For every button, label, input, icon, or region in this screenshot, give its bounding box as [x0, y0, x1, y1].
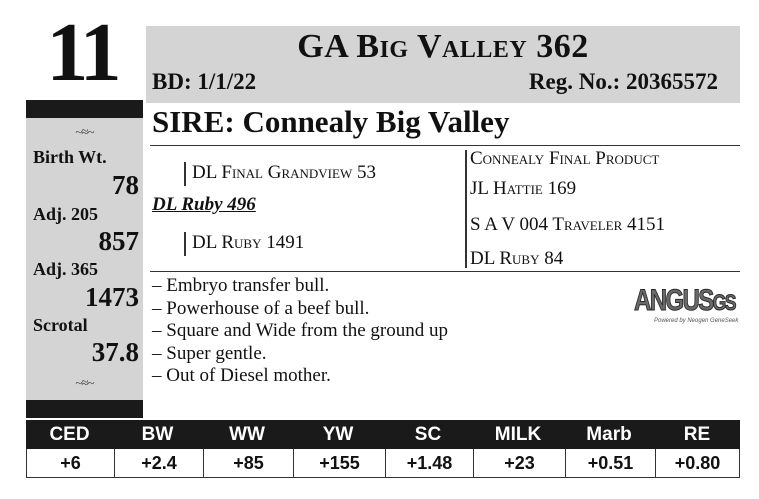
epd-value-re: +0.80 [655, 449, 739, 477]
epd-header-sc: SC [414, 424, 442, 445]
note-item: – Square and Wide from the ground up [152, 320, 448, 341]
stat-label-scrotal: Scrotal [33, 315, 88, 335]
epd-header-row [26, 420, 740, 449]
epd-value-sc: +1.48 [385, 449, 473, 477]
pedigree-divider [465, 150, 467, 268]
stat-label-adj-365: Adj. 365 [33, 259, 99, 279]
stat-value-birth-wt: 78 [112, 170, 139, 200]
stat-value-adj-205: 857 [98, 226, 139, 256]
pedigree-right-3: S A V 004 Traveler 4151 [470, 214, 666, 235]
birth-date: BD: 1/1/22 [152, 69, 257, 94]
epd-value-row [26, 449, 740, 478]
stat-label-adj-205: Adj. 205 [33, 204, 99, 224]
epd-value-marb: +0.51 [565, 449, 655, 477]
sire-line: SIRE: Connealy Big Valley [152, 104, 510, 139]
pedigree-bracket-top [184, 162, 186, 186]
epd-header-yw: YW [322, 424, 354, 445]
sire-divider [150, 145, 740, 146]
pedigree-right-1: Connealy Final Product [470, 148, 660, 169]
animal-name: GA Big Valley 362 [297, 28, 589, 65]
note-item: – Powerhouse of a beef bull. [152, 297, 370, 319]
ornament-top: ~≈~ [75, 124, 94, 139]
note-item: – Embryo transfer bull. [152, 275, 330, 296]
stat-label-birth-wt: Birth Wt. [33, 147, 107, 167]
stat-value-scrotal: 37.8 [91, 337, 139, 367]
epd-table [26, 420, 740, 478]
stat-value-adj-365: 1473 [85, 282, 139, 312]
epd-value-bw: +2.4 [114, 449, 203, 477]
epd-header-marb: Marb [586, 424, 632, 445]
epd-header-milk: MILK [494, 424, 542, 445]
pedigree-right-2: JL Hattie 169 [470, 178, 577, 199]
epd-header-ww: WW [229, 424, 265, 445]
note-item: – Super gentle. [152, 342, 267, 364]
registration-number: Reg. No.: 20365572 [528, 69, 718, 94]
animal-header [146, 26, 740, 103]
epd-value-yw: +155 [293, 449, 385, 477]
epd-header-ced: CED [49, 424, 90, 445]
pedigree-right-4: DL Ruby 84 [470, 248, 564, 269]
pedigree-bracket-bottom [184, 232, 186, 256]
angus-gs-logo [634, 284, 738, 328]
sidebar-top-bar [26, 100, 143, 118]
epd-value-milk: +23 [473, 449, 565, 477]
note-item: – Out of Diesel mother. [152, 365, 331, 386]
pedigree-dam: DL Ruby 496 [152, 194, 256, 215]
ornament-bottom: ~≈~ [75, 375, 94, 390]
stats-sidebar [26, 100, 143, 418]
notes-divider [150, 271, 740, 272]
sidebar-bottom-bar [26, 400, 143, 418]
lot-number: 11 [46, 6, 118, 99]
logo-wordmark: ANGUSGS [634, 284, 735, 317]
epd-value-ced: +6 [60, 453, 81, 473]
notes-list [152, 275, 448, 388]
pedigree-sire-of-dam: DL Final Grandview 53 [192, 162, 376, 183]
pedigree-dam-of-dam: DL Ruby 1491 [192, 232, 305, 253]
epd-header-re: RE [683, 424, 711, 445]
epd-header-bw: BW [141, 424, 174, 445]
logo-tagline: Powered by Neogen GeneSeek [654, 318, 739, 324]
epd-value-ww: +85 [203, 449, 293, 477]
